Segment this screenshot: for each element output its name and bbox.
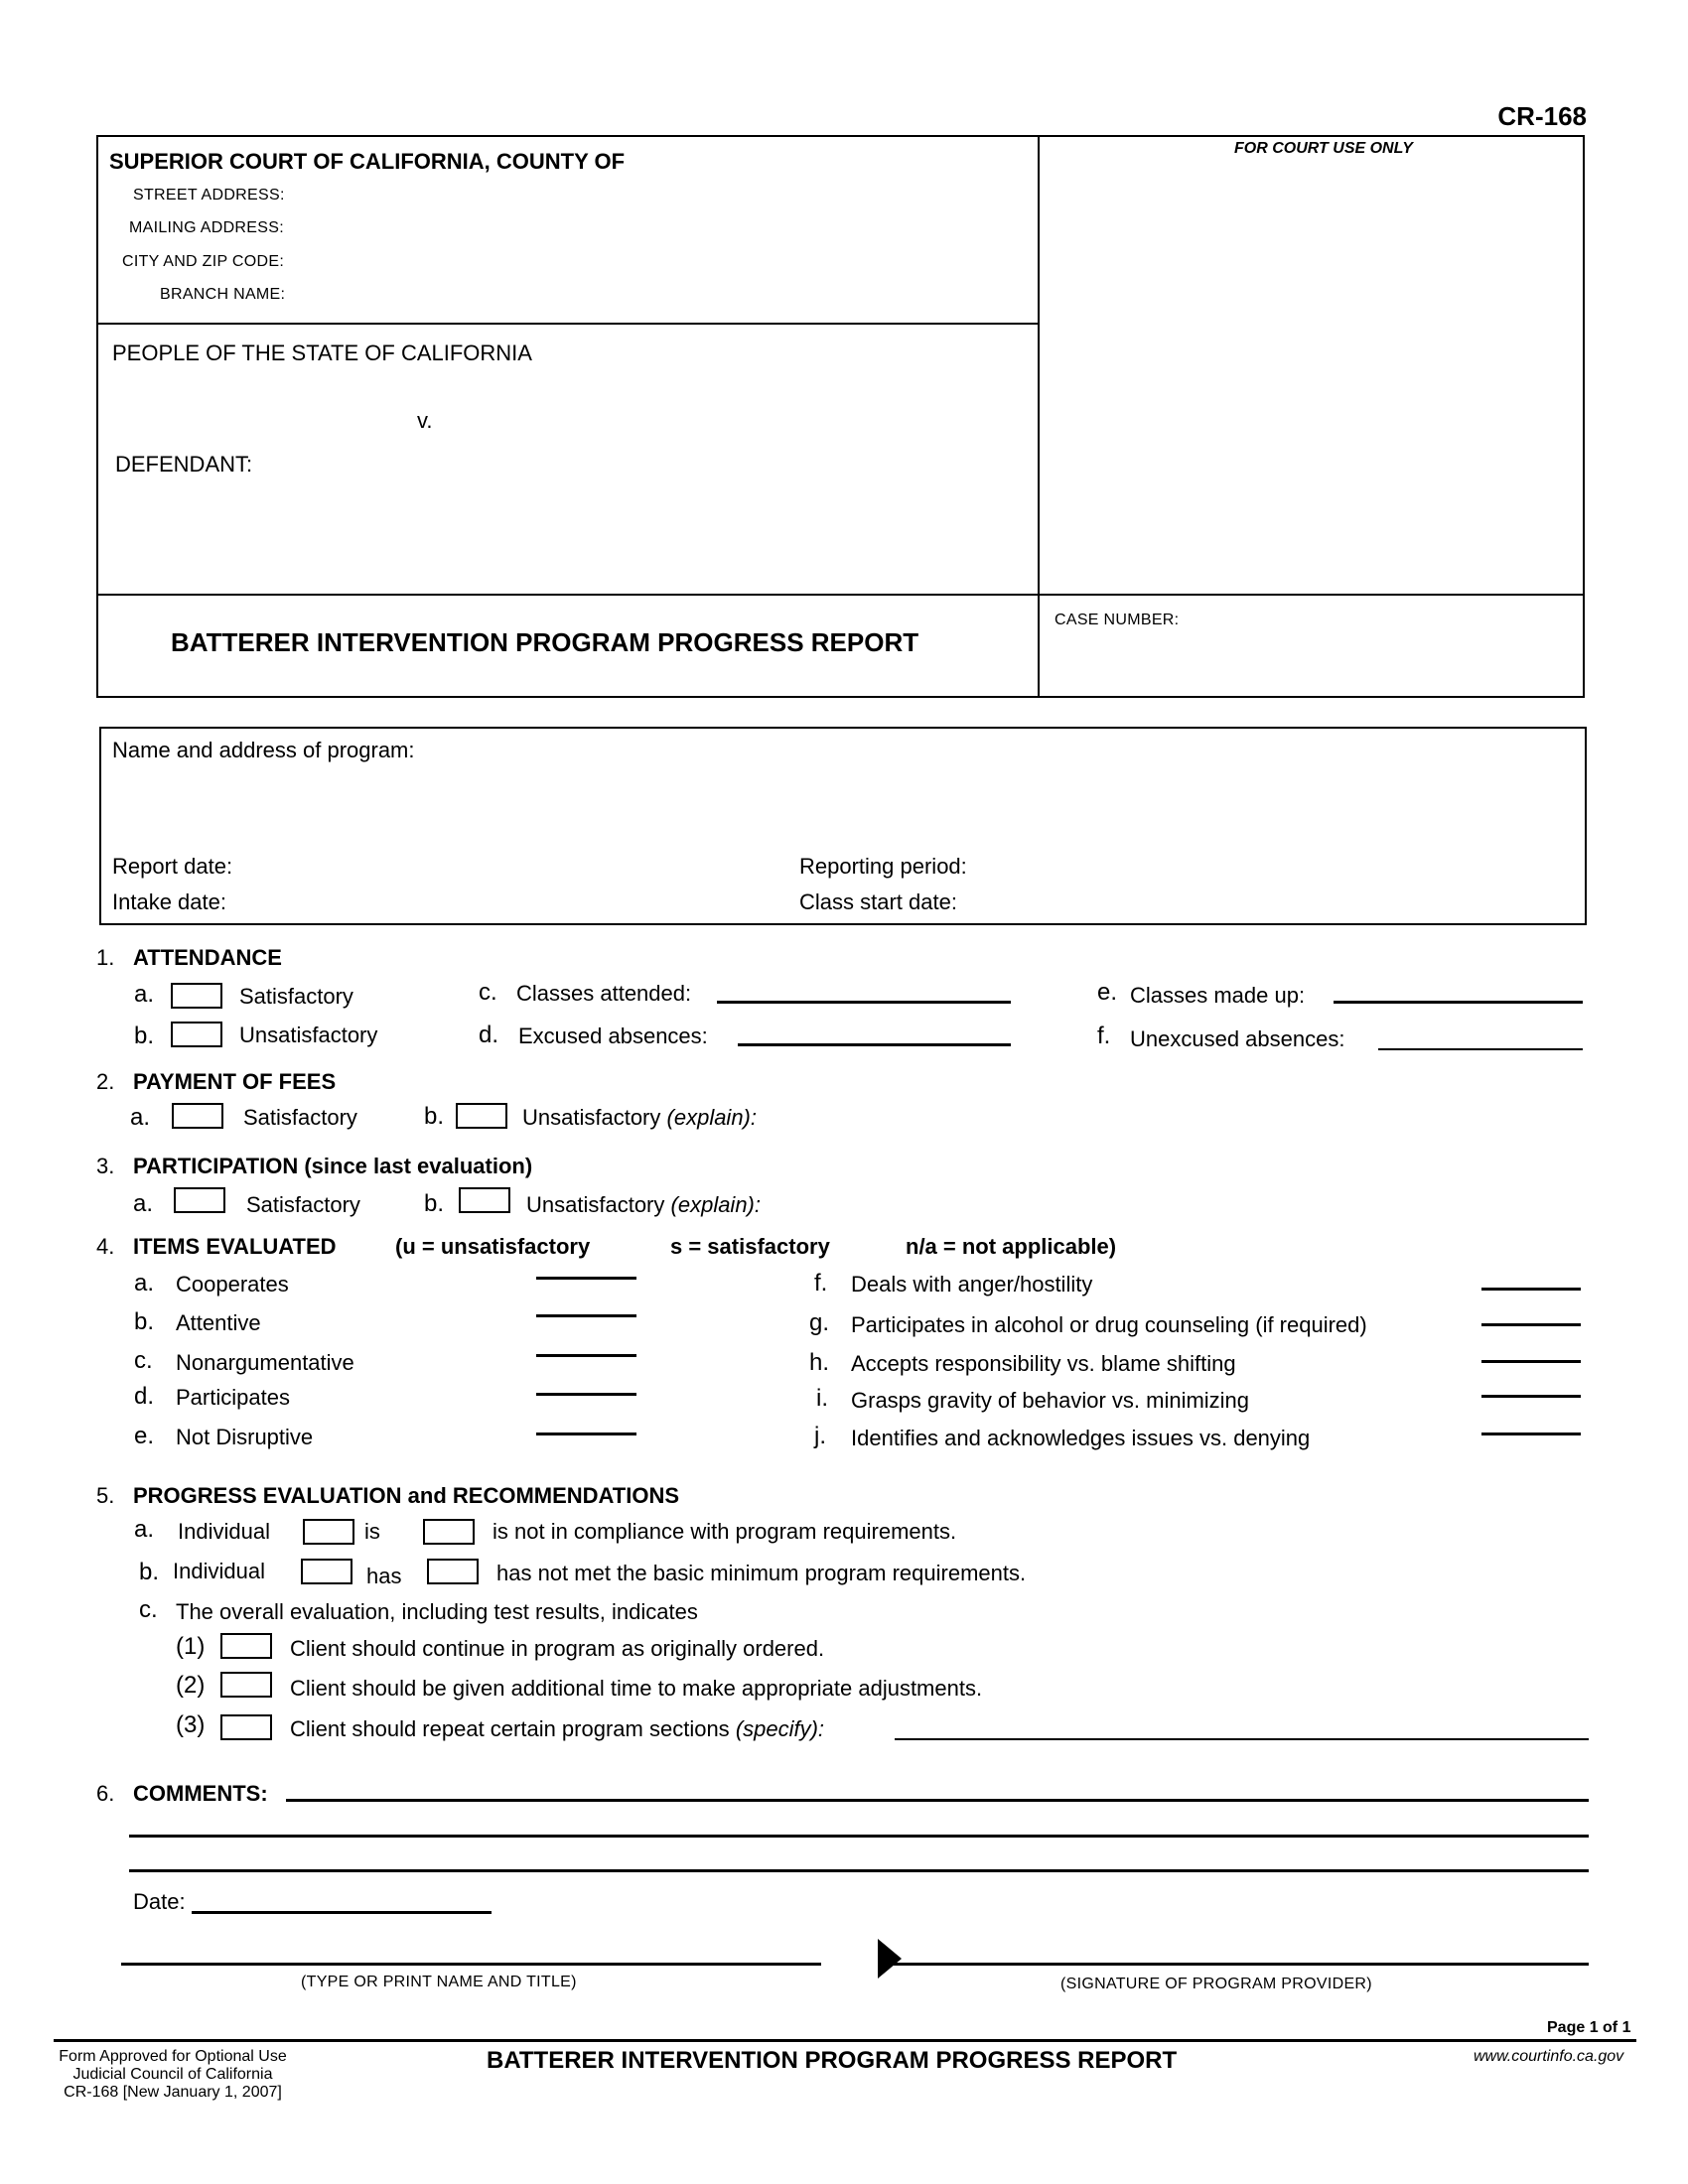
s5-opt3-specify: (specify): — [735, 1716, 825, 1741]
s5-opt3-checkbox[interactable] — [220, 1714, 272, 1740]
section-4-number: 4. — [96, 1234, 115, 1259]
s4-legend-s: s = satisfactory — [670, 1234, 830, 1259]
s2-satisfactory-label: Satisfactory — [243, 1105, 357, 1130]
name-title-field[interactable] — [121, 1963, 821, 1966]
s5-a-individual: Individual — [178, 1519, 270, 1544]
s1-b-letter: b. — [134, 1023, 155, 1049]
defendant-label: DEFENDANT: — [115, 452, 253, 477]
s4-item-label: Cooperates — [176, 1272, 289, 1297]
s4-legend-na: n/a = not applicable) — [906, 1234, 1117, 1259]
report-date-label: Report date: — [112, 854, 233, 879]
comments-line[interactable] — [129, 1835, 1589, 1838]
s4-item-field[interactable] — [1481, 1360, 1581, 1363]
s4-item-letter: d. — [134, 1383, 155, 1410]
date-label: Date: — [133, 1889, 186, 1914]
s3-a-letter: a. — [133, 1190, 154, 1217]
s4-item-label: Participates in alcohol or drug counseling (if required) — [851, 1312, 1367, 1337]
s4-item-field[interactable] — [1481, 1323, 1581, 1326]
date-field[interactable] — [192, 1911, 492, 1914]
s4-item-field[interactable] — [1481, 1288, 1581, 1291]
s4-item-letter: e. — [134, 1423, 155, 1449]
s1-c-letter: c. — [479, 979, 497, 1006]
s4-item-label: Deals with anger/hostility — [851, 1272, 1093, 1297]
section-2-title: PAYMENT OF FEES — [133, 1069, 337, 1094]
s4-item-field[interactable] — [536, 1393, 636, 1396]
s2-unsatisfactory-label — [522, 1105, 757, 1131]
s2-a-letter: a. — [130, 1104, 151, 1131]
s4-item-label: Nonargumentative — [176, 1350, 354, 1375]
form-number: CR-168 — [1497, 101, 1587, 131]
s1-unexcused-absences-field[interactable] — [1378, 1048, 1583, 1050]
s4-item-label: Identifies and acknowledges issues vs. denying — [851, 1426, 1311, 1450]
s5-has-not-checkbox[interactable] — [427, 1559, 479, 1584]
comments-line[interactable] — [286, 1799, 1589, 1802]
s3-satisfactory-checkbox[interactable] — [174, 1187, 225, 1213]
s4-item-field[interactable] — [536, 1433, 636, 1435]
s4-item-label: Participates — [176, 1385, 290, 1410]
footer-revision: CR-168 [New January 1, 2007] — [64, 2084, 282, 2101]
s1-f-letter: f. — [1097, 1023, 1111, 1049]
mailing-address-label: MAILING ADDRESS: — [129, 219, 284, 236]
section-1-number: 1. — [96, 945, 115, 970]
s5-opt1-checkbox[interactable] — [220, 1633, 272, 1659]
page-number: Page 1 of 1 — [1547, 2019, 1631, 2036]
s5-opt3-label — [290, 1716, 824, 1742]
name-title-caption: (TYPE OR PRINT NAME AND TITLE) — [301, 1974, 577, 1990]
s4-item-letter: h. — [809, 1349, 830, 1376]
section-5-number: 5. — [96, 1483, 115, 1508]
section-1-title: ATTENDANCE — [133, 945, 282, 970]
s1-d-letter: d. — [479, 1022, 499, 1048]
signature-arrow-shape — [878, 1939, 902, 1979]
s1-a-letter: a. — [134, 981, 155, 1008]
s3-unsatisfactory-checkbox[interactable] — [459, 1187, 510, 1213]
s4-item-label: Attentive — [176, 1310, 261, 1335]
class-start-date-label: Class start date: — [799, 889, 957, 914]
signature-caption: (SIGNATURE OF PROGRAM PROVIDER) — [1060, 1976, 1372, 1992]
section-2-number: 2. — [96, 1069, 115, 1094]
s5-opt3-text: Client should repeat certain program sections — [290, 1716, 730, 1741]
s4-item-field[interactable] — [1481, 1433, 1581, 1435]
s3-explain-text: (explain): — [670, 1192, 761, 1217]
s5-a-letter: a. — [134, 1516, 155, 1543]
signature-arrow-icon — [876, 1938, 906, 1979]
court-title: SUPERIOR COURT OF CALIFORNIA, COUNTY OF — [109, 149, 626, 174]
section-6-title: COMMENTS: — [133, 1781, 268, 1806]
s3-unsatisfactory-label — [526, 1192, 761, 1218]
s4-item-letter: b. — [134, 1308, 155, 1335]
branch-name-label: BRANCH NAME: — [160, 286, 286, 303]
s4-item-letter: c. — [134, 1347, 153, 1374]
s5-opt1-text: Client should continue in program as originally ordered. — [290, 1636, 825, 1661]
s5-opt1-number: (1) — [176, 1633, 206, 1660]
form-title: BATTERER INTERVENTION PROGRAM PROGRESS REPORT — [171, 627, 919, 657]
footer-council: Judicial Council of California — [72, 2066, 273, 2083]
s1-satisfactory-label: Satisfactory — [239, 984, 353, 1009]
s3-unsatisfactory-text: Unsatisfactory — [526, 1192, 665, 1217]
s4-item-letter: a. — [134, 1270, 155, 1297]
s1-excused-absences-field[interactable] — [738, 1043, 1011, 1046]
section-3-number: 3. — [96, 1154, 115, 1178]
s4-item-field[interactable] — [536, 1354, 636, 1357]
s1-classes-made-up-field[interactable] — [1334, 1001, 1583, 1004]
s5-has-label: has — [366, 1564, 402, 1588]
comments-line[interactable] — [129, 1869, 1589, 1872]
s2-unsatisfactory-text: Unsatisfactory — [522, 1105, 661, 1130]
s2-satisfactory-checkbox[interactable] — [172, 1103, 223, 1129]
section-5-title: PROGRESS EVALUATION and RECOMMENDATIONS — [133, 1483, 680, 1508]
s5-is-checkbox[interactable] — [303, 1519, 354, 1545]
footer-website[interactable]: www.courtinfo.ca.gov — [1474, 2048, 1624, 2065]
people-label: PEOPLE OF THE STATE OF CALIFORNIA — [112, 341, 532, 365]
s4-item-letter: f. — [814, 1270, 828, 1297]
s1-classes-attended-label: Classes attended: — [516, 981, 692, 1006]
program-name-label: Name and address of program: — [112, 738, 415, 762]
s5-opt3-specify-field[interactable] — [895, 1738, 1589, 1740]
s5-c-text: The overall evaluation, including test results, indicates — [176, 1599, 698, 1624]
street-address-label: STREET ADDRESS: — [133, 187, 285, 204]
s5-a-text: is not in compliance with program requirements. — [492, 1519, 957, 1544]
s5-is-label: is — [364, 1519, 380, 1544]
signature-field[interactable] — [894, 1963, 1589, 1966]
s1-unsatisfactory-label: Unsatisfactory — [239, 1023, 378, 1047]
case-number-box[interactable] — [1038, 594, 1585, 698]
s5-opt2-checkbox[interactable] — [220, 1672, 272, 1698]
s5-is-not-checkbox[interactable] — [423, 1519, 475, 1545]
section-6-number: 6. — [96, 1781, 115, 1806]
s5-b-letter: b. — [139, 1559, 160, 1585]
section-4-title: ITEMS EVALUATED — [133, 1234, 337, 1259]
s1-unsatisfactory-checkbox[interactable] — [171, 1022, 222, 1047]
reporting-period-label: Reporting period: — [799, 854, 967, 879]
s4-item-label: Grasps gravity of behavior vs. minimizing — [851, 1388, 1250, 1413]
footer-rule — [54, 2039, 1636, 2042]
s4-item-field[interactable] — [536, 1314, 636, 1317]
s5-has-checkbox[interactable] — [301, 1559, 352, 1584]
s4-item-label: Not Disruptive — [176, 1425, 314, 1449]
s1-classes-made-up-label: Classes made up: — [1130, 983, 1306, 1008]
footer-approved: Form Approved for Optional Use — [59, 2048, 287, 2065]
s2-b-letter: b. — [424, 1103, 445, 1130]
section-3-title: PARTICIPATION (since last evaluation) — [133, 1154, 533, 1178]
s5-opt2-number: (2) — [176, 1672, 206, 1699]
s4-item-field[interactable] — [536, 1277, 636, 1280]
versus-label: v. — [417, 408, 433, 433]
s4-item-letter: j. — [814, 1423, 826, 1449]
s1-satisfactory-checkbox[interactable] — [171, 983, 222, 1009]
s1-classes-attended-field[interactable] — [717, 1001, 1011, 1004]
s5-opt2-text: Client should be given additional time to make appropriate adjustments. — [290, 1676, 983, 1701]
s4-legend-u: (u = unsatisfactory — [395, 1234, 591, 1259]
s2-unsatisfactory-checkbox[interactable] — [456, 1103, 507, 1129]
case-number-label: CASE NUMBER: — [1055, 612, 1180, 628]
s5-b-text: has not met the basic minimum program requirements. — [496, 1561, 1027, 1585]
s5-b-individual: Individual — [173, 1559, 265, 1583]
s4-item-letter: g. — [809, 1309, 830, 1336]
s4-item-field[interactable] — [1481, 1395, 1581, 1398]
s1-excused-absences-label: Excused absences: — [518, 1024, 708, 1048]
city-zip-label: CITY AND ZIP CODE: — [122, 253, 285, 270]
court-use-box — [1038, 135, 1585, 596]
s2-explain-text: (explain): — [666, 1105, 757, 1130]
s1-e-letter: e. — [1097, 979, 1118, 1006]
s3-b-letter: b. — [424, 1190, 445, 1217]
court-use-label: FOR COURT USE ONLY — [1234, 140, 1413, 157]
s4-item-letter: i. — [816, 1385, 828, 1412]
s1-unexcused-absences-label: Unexcused absences: — [1130, 1026, 1345, 1051]
s5-opt3-number: (3) — [176, 1711, 206, 1738]
footer-title: BATTERER INTERVENTION PROGRAM PROGRESS REPORT — [487, 2047, 1178, 2074]
s4-item-label: Accepts responsibility vs. blame shifting — [851, 1351, 1236, 1376]
s3-satisfactory-label: Satisfactory — [246, 1192, 360, 1217]
s5-c-letter: c. — [139, 1596, 158, 1623]
intake-date-label: Intake date: — [112, 889, 226, 914]
